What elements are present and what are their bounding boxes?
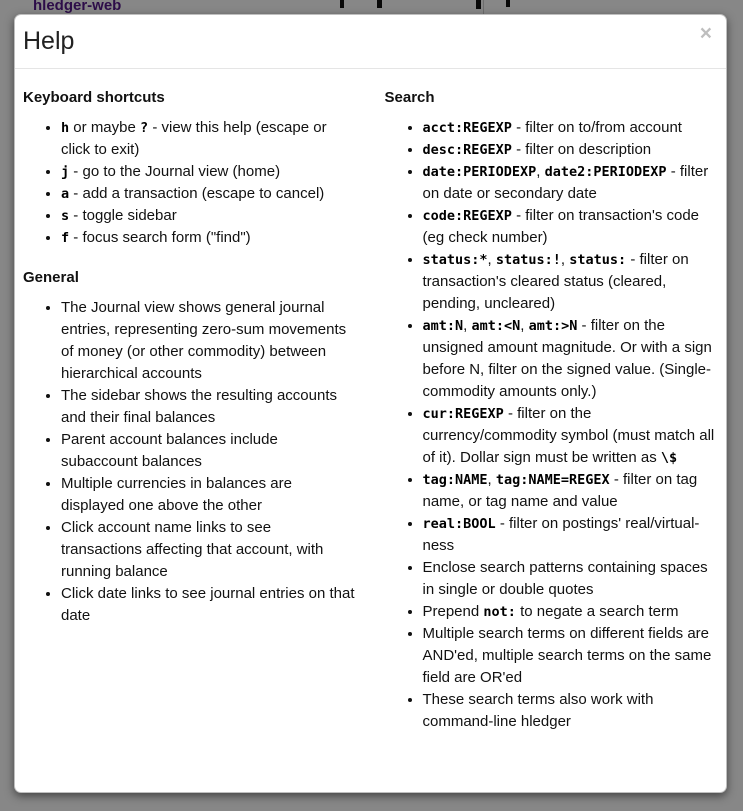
code-term: date:PERIODEXP bbox=[422, 164, 537, 180]
code-term: s bbox=[61, 208, 70, 224]
code-term: a bbox=[61, 186, 70, 202]
help-list-item: • j - go to the Journal view (home) bbox=[61, 161, 355, 183]
help-list-item: • These search terms also work with command-line hledger bbox=[423, 689, 719, 733]
help-list-item: • cur:REGEXP - filter on the currency/commodity symbol (must match all of it). Dollar sign must be written as \$ bbox=[423, 403, 719, 469]
help-list-item: • f - focus search form ("find") bbox=[61, 227, 355, 249]
help-list-item: • real:BOOL - filter on postings' real/virtual-ness bbox=[423, 513, 719, 557]
help-list-item: • Multiple search terms on different fields are AND'ed, multiple search terms on the same field are OR'ed bbox=[423, 623, 719, 689]
section-heading: Search bbox=[384, 89, 435, 106]
help-list-item: • a - add a transaction (escape to cancel) bbox=[61, 183, 355, 205]
code-term: date2:PERIODEXP bbox=[544, 164, 667, 180]
help-list-item: • acct:REGEXP - filter on to/from account bbox=[423, 117, 719, 139]
code-term: status:! bbox=[495, 252, 561, 268]
help-modal bbox=[14, 14, 727, 793]
help-list-item: • status:*, status:!, status: - filter on transaction's cleared status (cleared, pending, uncleared) bbox=[423, 249, 719, 315]
help-list-item: • s - toggle sidebar bbox=[61, 205, 355, 227]
help-list-item: • tag:NAME, tag:NAME=REGEX - filter on tag name, or tag name and value bbox=[423, 469, 719, 513]
code-term: tag:NAME=REGEX bbox=[495, 472, 610, 488]
help-list-item: • The sidebar shows the resulting accounts and their final balances bbox=[61, 385, 355, 429]
help-column-left bbox=[23, 89, 371, 753]
code-term: tag:NAME bbox=[422, 472, 488, 488]
modal-body bbox=[15, 69, 726, 773]
close-icon[interactable]: × bbox=[699, 22, 712, 45]
code-term: ? bbox=[140, 120, 149, 136]
code-term: real:BOOL bbox=[422, 516, 496, 532]
help-list bbox=[385, 117, 719, 733]
code-term: acct:REGEXP bbox=[422, 120, 512, 136]
help-list-item: • Click account name links to see transactions affecting that account, with running balance bbox=[61, 517, 355, 583]
help-column-right bbox=[371, 89, 719, 753]
help-list-item: • Enclose search patterns containing spaces in single or double quotes bbox=[423, 557, 719, 601]
code-term: f bbox=[61, 230, 70, 246]
help-list-item: • The Journal view shows general journal entries, representing zero-sum movements of money (or other commodity) between hierarchical accounts bbox=[61, 297, 355, 385]
code-term: amt:N bbox=[422, 318, 464, 334]
code-term: amt:>N bbox=[528, 318, 578, 334]
modal-title: Help bbox=[23, 27, 75, 55]
help-list-item: • date:PERIODEXP, date2:PERIODEXP - filter on date or secondary date bbox=[423, 161, 719, 205]
code-term: status:* bbox=[422, 252, 488, 268]
modal-header bbox=[15, 15, 726, 69]
help-list bbox=[23, 117, 355, 249]
help-list-item: • Click date links to see journal entries on that date bbox=[61, 583, 355, 627]
help-list-item: • Multiple currencies in balances are displayed one above the other bbox=[61, 473, 355, 517]
code-term: cur:REGEXP bbox=[422, 406, 504, 422]
code-term: desc:REGEXP bbox=[422, 142, 512, 158]
hledger-web-brand-link[interactable]: hledger-web bbox=[33, 0, 122, 14]
code-term: j bbox=[61, 164, 70, 180]
help-list-item: • h or maybe ? - view this help (escape or click to exit) bbox=[61, 117, 355, 161]
help-list-item: • amt:N, amt:<N, amt:>N - filter on the unsigned amount magnitude. Or with a sign before N, filter on the signed value. (Single-commodity amounts only.) bbox=[423, 315, 719, 403]
help-list-item: • Prepend not: to negate a search term bbox=[423, 601, 719, 623]
code-term: \$ bbox=[660, 450, 678, 466]
help-list bbox=[23, 297, 355, 627]
code-term: status: bbox=[569, 252, 627, 268]
code-term: not: bbox=[483, 604, 516, 620]
code-term: code:REGEXP bbox=[422, 208, 512, 224]
help-list-item: • desc:REGEXP - filter on description bbox=[423, 139, 719, 161]
help-list-item: • Parent account balances include subaccount balances bbox=[61, 429, 355, 473]
section-heading: Keyboard shortcuts bbox=[23, 89, 165, 106]
section-heading: General bbox=[23, 269, 79, 286]
code-term: h bbox=[61, 120, 70, 136]
code-term: amt:<N bbox=[471, 318, 521, 334]
help-list-item: • code:REGEXP - filter on transaction's code (eg check number) bbox=[423, 205, 719, 249]
